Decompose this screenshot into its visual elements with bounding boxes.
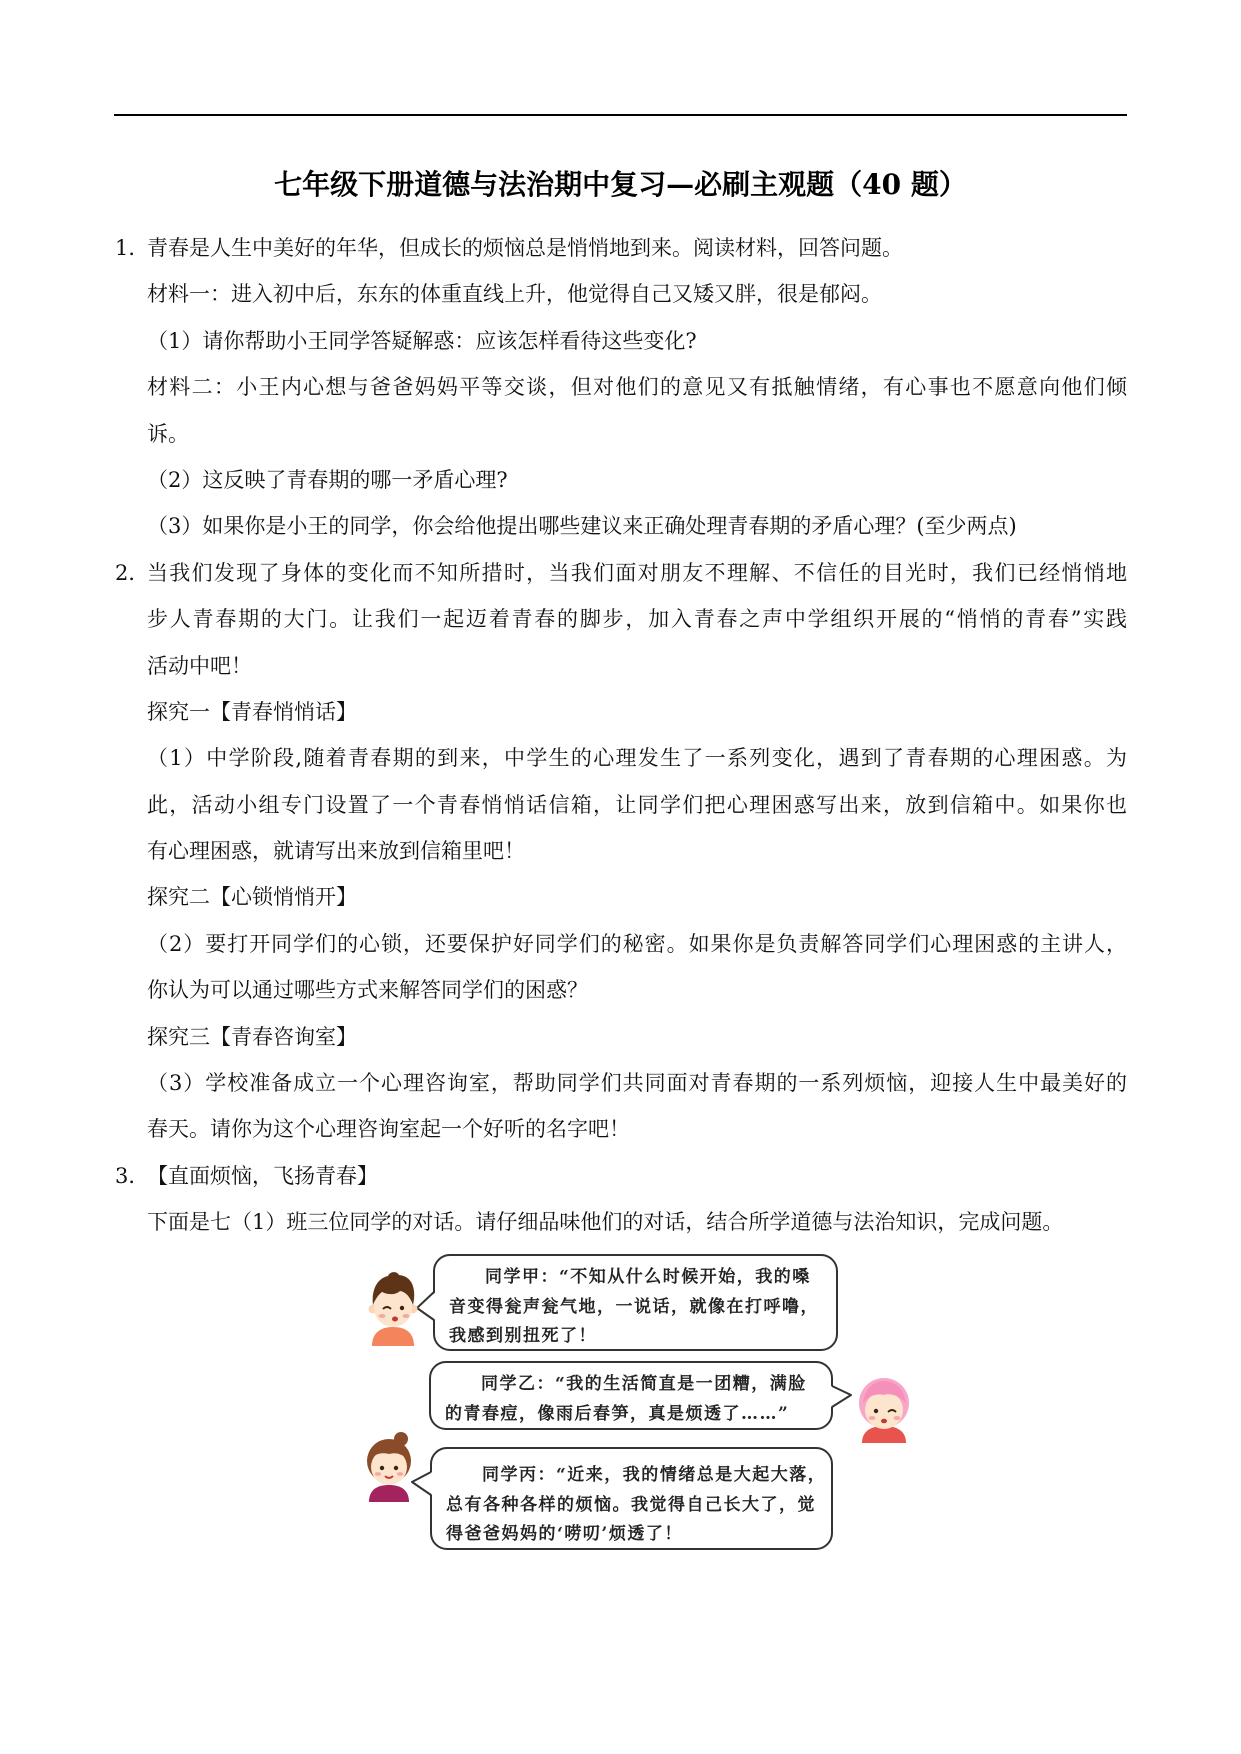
question-2-stem-cont: 步人青春期的大门。让我们一起迈着青春的脚步，加入青春之声中学组织开展的“悄悄的青春”实践 <box>147 607 1127 632</box>
face <box>374 1289 412 1327</box>
face <box>865 1391 903 1429</box>
right-ear <box>409 1305 418 1314</box>
header-rule <box>114 114 1127 116</box>
bubble-bing-line-1: 同学丙：“近来，我的情绪总是大起大落， <box>482 1465 827 1485</box>
left-cheek <box>379 1314 386 1318</box>
speech-bubble-bing <box>430 1447 833 1550</box>
question-1-stem: 青春是人生中美好的年华，但成长的烦恼总是悄悄地到来。阅读材料，回答问题。 <box>147 236 903 260</box>
right-cheek <box>397 1472 403 1476</box>
red-shirt <box>862 1426 906 1443</box>
question-3-heading: 【直面烦恼，飞扬青春】 <box>147 1163 378 1188</box>
open-eye <box>874 1409 878 1413</box>
winking-eye <box>383 1307 391 1309</box>
left-cheek <box>869 1416 876 1420</box>
page-title: 七年级下册道德与法治期中复习—必刷主观题（40 题） <box>274 168 967 201</box>
classmate-yi-avatar <box>859 1378 909 1443</box>
right-cheek <box>403 1314 410 1318</box>
face <box>371 1449 407 1485</box>
open-eye <box>400 1306 404 1310</box>
question-2-subquestion-2: （2）要打开同学们的心锁，还要保护好同学们的秘密。如果你是负责解答同学们心理困惑的主讲人， <box>147 931 1127 956</box>
bubble-jia-tail <box>417 1292 434 1320</box>
question-2-subquestion-1-cont: 此，活动小组专门设置了一个青春悄悄话信箱，让同学们把心理困惑写出来，放到信箱中。如果你也 <box>147 792 1127 817</box>
right-eye <box>394 1466 398 1470</box>
question-number: 2． <box>115 560 150 585</box>
brown-hair-bangs <box>369 1441 409 1460</box>
bubble-yi-tail <box>832 1386 851 1407</box>
open-mouth <box>881 1419 887 1424</box>
speech-bubble-yi <box>429 1361 833 1430</box>
magenta-shirt <box>369 1485 409 1502</box>
bubble-bing-line-3: 得爸爸妈妈的‘唠叨’烦透了！ <box>446 1524 683 1544</box>
right-cheek <box>894 1416 901 1420</box>
question-2-section-1-heading: 探究一【青春悄悄话】 <box>147 699 357 724</box>
question-2-subquestion-3: （3）学校准备成立一个心理咨询室，帮助同学们共同面对青春期的一系列烦恼，迎接人生中最美好的 <box>147 1071 1127 1096</box>
bubble-jia-line-2: 音变得瓮声瓮气地，一说话，就像在打呼噜， <box>449 1296 819 1317</box>
bubble-jia-line-3: 我感到别扭死了！ <box>449 1326 597 1346</box>
smile-mouth <box>385 1476 393 1478</box>
question-2 <box>115 550 1127 1153</box>
bubble-bing-line-2: 总有各种各样的烦恼。我觉得自己长大了，觉 <box>446 1494 816 1515</box>
question-1-material-2-cont: 诉。 <box>147 421 189 446</box>
question-1-subquestion-1: （1）请你帮助小王同学答疑解惑：应该怎样看待这些变化? <box>147 328 697 353</box>
classmate-bing-avatar <box>367 1432 411 1502</box>
question-2-subquestion-2-end: 你认为可以通过哪些方式来解答同学们的困惑？ <box>147 978 588 1003</box>
question-2-section-2-heading: 探究二【心锁悄悄开】 <box>147 885 357 910</box>
question-2-stem-end: 活动中吧！ <box>147 653 252 678</box>
speech-bubble-jia <box>433 1254 838 1351</box>
hair-bun <box>394 1432 408 1446</box>
brown-hair <box>373 1272 415 1305</box>
bubble-jia-line-1: 同学甲：“不知从什么时候开始，我的嗓 <box>485 1267 811 1287</box>
question-1-material-2: 材料二：小王内心想与爸爸妈妈平等交谈，但对他们的意见又有抵触情绪，有心事也不愿意向他们倾 <box>147 375 1127 400</box>
question-2-section-3-heading: 探究三【青春咨询室】 <box>147 1024 357 1049</box>
question-1-subquestion-2: （2）这反映了青春期的哪一矛盾心理? <box>147 467 508 492</box>
bubble-yi-line-2: 的青春痘，像雨后春笋，真是烦透了……” <box>445 1403 790 1424</box>
question-3 <box>115 1153 1127 1246</box>
bubble-bing-tail <box>412 1472 431 1495</box>
question-2-subquestion-1-end: 有心理困惑，就请写出来放到信箱里吧！ <box>147 839 525 864</box>
question-2-subquestion-1: （1）中学阶段,随着青春期的到来，中学生的心理发生了一系列变化，遇到了青春期的心理困惑。为 <box>147 746 1127 771</box>
left-cheek <box>375 1472 381 1476</box>
left-eye <box>380 1466 384 1470</box>
pink-hair-back <box>859 1378 909 1428</box>
classmate-jia-avatar <box>369 1272 418 1346</box>
question-2-stem: 当我们发现了身体的变化而不知所措时，当我们面对朋友不理解、不信任的目光时，我们已经悄悄地 <box>147 560 1127 585</box>
open-mouth <box>392 1317 398 1322</box>
question-number: 3． <box>115 1163 150 1188</box>
question-2-subquestion-3-end: 春天。请你为这个心理咨询室起一个好听的名字吧！ <box>147 1117 630 1142</box>
left-ear <box>369 1305 378 1314</box>
question-1 <box>115 225 1127 550</box>
question-3-stem: 下面是七（1）班三位同学的对话。请仔细品味他们的对话，结合所学道德与法治知识，完成问题。 <box>147 1210 1064 1235</box>
question-1-material-1: 材料一：进入初中后，东东的体重直线上升，他觉得自己又矮又胖，很是郁闷。 <box>147 282 882 307</box>
winking-eye <box>888 1410 896 1412</box>
question-number: 1． <box>115 236 150 260</box>
question-1-subquestion-3: （3）如果你是小王的同学，你会给他提出哪些建议来正确处理青春期的矛盾心理？(至少两点) <box>147 514 1017 539</box>
bubble-yi-line-1: 同学乙：“我的生活简直是一团糟，满脸 <box>481 1374 807 1394</box>
brown-hair-back <box>367 1439 411 1483</box>
questions-body <box>115 225 1127 1246</box>
orange-shirt <box>372 1327 414 1346</box>
pink-hair-bangs <box>863 1381 906 1403</box>
dialogue-illustration <box>360 1245 930 1560</box>
